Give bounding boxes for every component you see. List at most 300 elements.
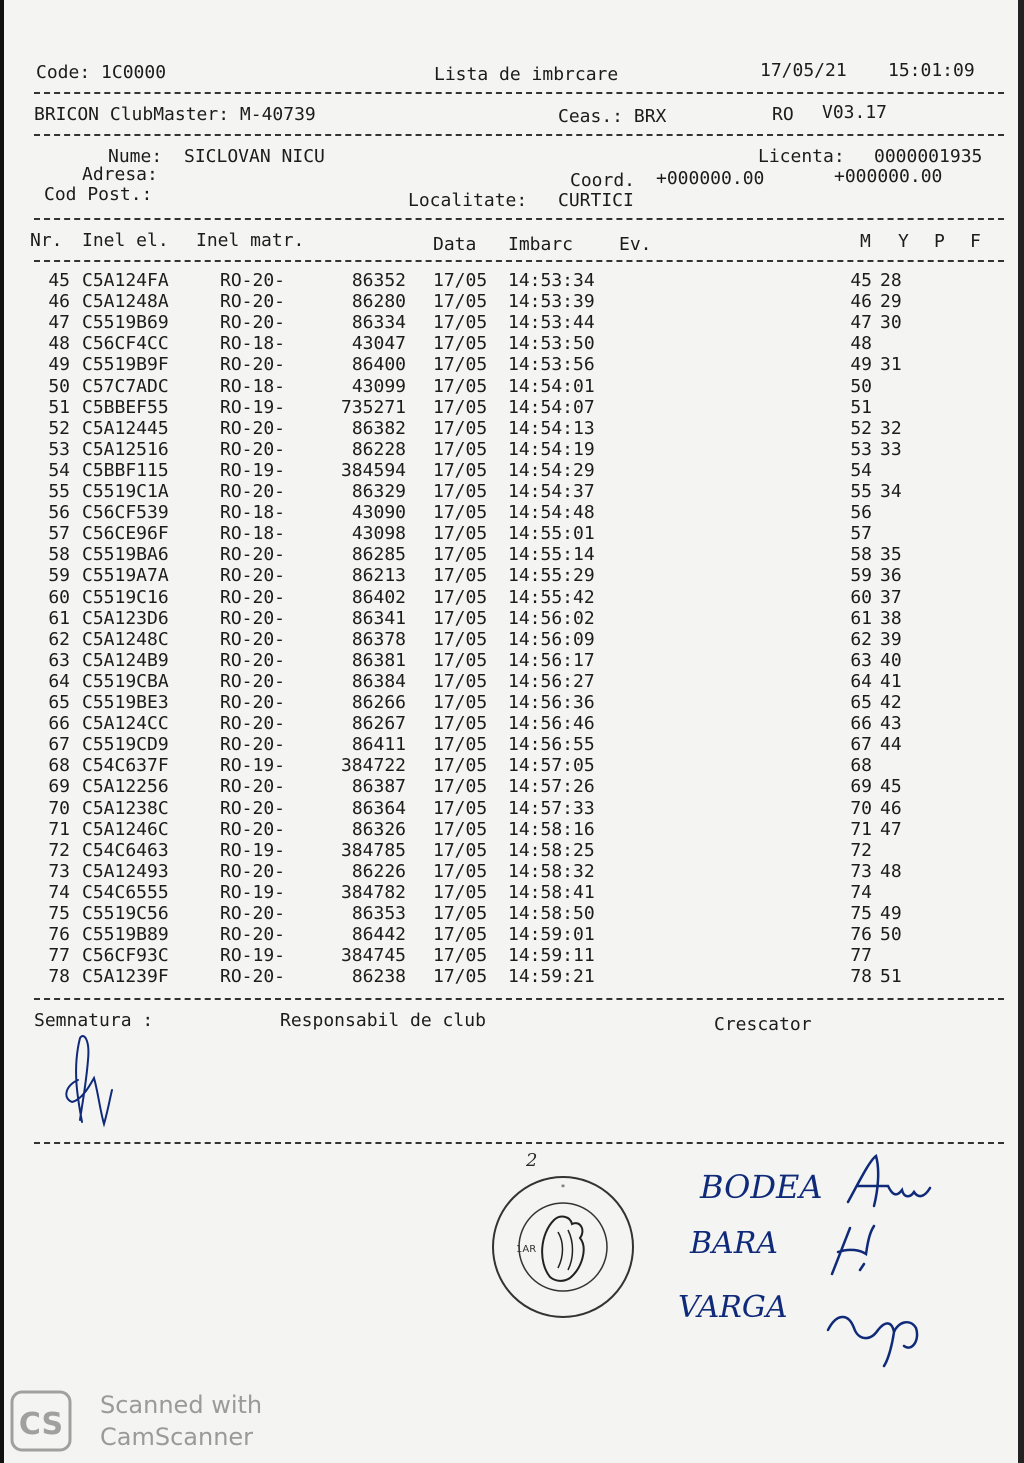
basketing-time: 14:59:01 [508,924,595,946]
ring-series: RO-20- [220,924,286,946]
ring-series: RO-18- [220,502,286,524]
basketing-date: 17/05 [433,839,488,861]
locality-label: Localitate: [408,190,528,211]
row-number: 46 [48,291,70,313]
ring-number: 86384 [351,670,406,692]
electronic-ring: C5519B9F [82,354,169,376]
table-row [0,755,1000,776]
basketing-date: 17/05 [433,333,488,355]
col-m-value: 49 [850,354,872,376]
col-m-value: 74 [850,881,872,903]
col-m-value: 67 [850,734,872,756]
postcode-label: Cod Post.: [44,184,153,205]
divider [34,998,1004,1000]
electronic-ring: C5A12256 [82,776,169,798]
ring-number: 86400 [351,354,406,376]
basketing-time: 14:57:26 [508,776,595,798]
club-responsible-label: Responsabil de club [280,1010,486,1031]
table-row [0,776,1000,797]
ring-series: RO-19- [220,396,286,418]
table-row [0,924,1000,945]
svg-text:*: * [561,1183,565,1192]
electronic-ring: C5519B89 [82,924,169,946]
basketing-time: 14:59:11 [508,945,595,967]
ring-number: 86411 [351,734,406,756]
basketing-time: 14:53:34 [508,270,595,291]
basketing-date: 17/05 [433,628,488,650]
basketing-date: 17/05 [433,903,488,924]
row-number: 60 [48,586,70,608]
scan-right-edge [1018,0,1024,1463]
col-y-value: 48 [880,860,902,882]
basketing-date: 17/05 [433,375,488,397]
ring-series: RO-20- [220,776,286,798]
basketing-time: 14:55:42 [508,586,595,608]
ring-number: 86387 [351,776,406,798]
ring-series: RO-18- [220,523,286,545]
electronic-ring: C54C6555 [82,881,169,903]
ring-number: 86213 [351,565,406,587]
table-row [0,439,1000,460]
row-number: 73 [48,860,70,882]
col-m-value: 76 [850,924,872,946]
basketing-date: 17/05 [433,565,488,587]
basketing-time: 14:56:46 [508,713,595,735]
row-number: 48 [48,333,70,355]
col-m-value: 58 [850,544,872,566]
owner-name: SICLOVAN NICU [184,146,325,167]
col-inel-matr: Inel matr. [196,230,305,251]
col-p: P [934,231,945,252]
electronic-ring: C56CF539 [82,502,169,524]
basketing-date: 17/05 [433,692,488,713]
ring-series: RO-19- [220,839,286,861]
row-number: 52 [48,417,70,439]
row-number: 49 [48,354,70,376]
basketing-time: 14:58:50 [508,903,595,924]
ring-series: RO-20- [220,417,286,439]
row-number: 59 [48,565,70,587]
ring-number: 86238 [351,966,406,988]
basketing-date: 17/05 [433,523,488,545]
ring-number: 735271 [340,396,406,418]
col-m-value: 77 [850,945,872,967]
col-m-value: 65 [850,692,872,713]
ring-series: RO-18- [220,333,286,355]
row-number: 51 [48,396,70,418]
col-y-value: 44 [880,734,902,756]
table-row [0,312,1000,333]
basketing-time: 14:55:14 [508,544,595,566]
table-row [0,608,1000,629]
ring-number: 86285 [351,544,406,566]
table-row [0,945,1000,966]
basketing-time: 14:58:32 [508,860,595,882]
col-y-value: 51 [880,966,902,988]
ring-number: 384722 [340,755,406,777]
ring-series: RO-20- [220,860,286,882]
basketing-date: 17/05 [433,966,488,988]
camscanner-logo-text: CS [18,1407,64,1442]
row-number: 75 [48,903,70,924]
handwritten-signature-1 [840,1150,950,1210]
basketing-date: 17/05 [433,713,488,735]
table-row [0,397,1000,418]
divider [34,134,1004,136]
header-date: 17/05/21 [760,60,847,81]
basketing-date: 17/05 [433,544,488,566]
table-row [0,418,1000,439]
basketing-time: 14:57:33 [508,797,595,819]
electronic-ring: C5A12445 [82,417,169,439]
table-row [0,587,1000,608]
electronic-ring: C56CF4CC [82,333,169,355]
basketing-time: 14:58:25 [508,839,595,861]
electronic-ring: C5519BE3 [82,692,169,713]
basketing-time: 14:53:56 [508,354,595,376]
ring-number: 86341 [351,607,406,629]
col-m-value: 60 [850,586,872,608]
table-row [0,966,1000,987]
row-number: 45 [48,270,70,291]
basketing-date: 17/05 [433,459,488,481]
basketing-date: 17/05 [433,481,488,502]
ring-number: 43090 [351,502,406,524]
ring-series: RO-20- [220,565,286,587]
stamp-center-text: 1AR [516,1244,537,1255]
col-y-value: 32 [880,417,902,439]
handwritten-signature-2 [820,1220,890,1280]
basketing-date: 17/05 [433,734,488,756]
col-y-value: 33 [880,438,902,460]
table-row [0,565,1000,586]
table-row [0,861,1000,882]
col-m-value: 56 [850,502,872,524]
ring-number: 86329 [351,481,406,502]
col-m-value: 48 [850,333,872,355]
col-m-value: 50 [850,375,872,397]
basketing-time: 14:56:17 [508,649,595,671]
ring-number: 86334 [351,312,406,334]
col-m-value: 47 [850,312,872,334]
ring-number: 43047 [351,333,406,355]
ring-series: RO-20- [220,692,286,713]
ring-series: RO-19- [220,881,286,903]
basketing-time: 14:53:39 [508,291,595,313]
col-m-value: 45 [850,270,872,291]
header-code: Code: 1C0000 [36,62,167,83]
ring-series: RO-20- [220,354,286,376]
col-y-value: 35 [880,544,902,566]
table-row [0,692,1000,713]
ring-number: 86326 [351,818,406,840]
ring-series: RO-20- [220,670,286,692]
col-y-value: 43 [880,713,902,735]
col-m-value: 64 [850,670,872,692]
col-y-value: 38 [880,607,902,629]
divider [34,1142,1004,1144]
ring-series: RO-20- [220,270,286,291]
basketing-time: 14:56:02 [508,607,595,629]
name-label: Nume: [108,146,163,167]
col-m-value: 62 [850,628,872,650]
col-m-value: 72 [850,839,872,861]
system-label: BRICON ClubMaster: M-40739 [34,104,316,125]
scanner-line-1: Scanned with [100,1391,263,1419]
electronic-ring: C5A12516 [82,438,169,460]
row-number: 78 [48,966,70,988]
ring-number: 86226 [351,860,406,882]
basketing-time: 14:54:29 [508,459,595,481]
ring-series: RO-20- [220,586,286,608]
electronic-ring: C54C6463 [82,839,169,861]
row-number: 58 [48,544,70,566]
row-number: 76 [48,924,70,946]
ring-number: 86364 [351,797,406,819]
table-row [0,502,1000,523]
electronic-ring: C5A1248A [82,291,169,313]
basketing-time: 14:57:05 [508,755,595,777]
ring-series: RO-20- [220,818,286,840]
table-row [0,650,1000,671]
table-row [0,481,1000,502]
basketing-time: 14:54:48 [508,502,595,524]
table-row [0,840,1000,861]
col-m-value: 61 [850,607,872,629]
basketing-date: 17/05 [433,649,488,671]
ring-series: RO-20- [220,797,286,819]
col-y-value: 39 [880,628,902,650]
col-y-value: 34 [880,481,902,502]
handwritten-name-3: VARGA [678,1290,788,1325]
col-m-value: 73 [850,860,872,882]
electronic-ring: C5BBEF55 [82,396,169,418]
electronic-ring: C5A124FA [82,270,169,291]
basketing-date: 17/05 [433,438,488,460]
electronic-ring: C5A1248C [82,628,169,650]
basketing-date: 17/05 [433,881,488,903]
ring-series: RO-20- [220,544,286,566]
electronic-ring: C5A124CC [82,713,169,735]
col-y-value: 40 [880,649,902,671]
basketing-date: 17/05 [433,354,488,376]
col-y-value: 36 [880,565,902,587]
ring-series: RO-19- [220,755,286,777]
col-m-value: 57 [850,523,872,545]
row-number: 66 [48,713,70,735]
electronic-ring: C5A123D6 [82,607,169,629]
basketing-date: 17/05 [433,945,488,967]
col-data: Data [433,234,477,255]
basketing-date: 17/05 [433,797,488,819]
header-time: 15:01:09 [888,60,975,81]
document-title: Lista de imbrcare [434,64,619,85]
ring-series: RO-20- [220,312,286,334]
ring-series: RO-20- [220,438,286,460]
basketing-time: 14:55:29 [508,565,595,587]
ring-number: 86352 [351,270,406,291]
coord-x: +000000.00 [656,168,765,189]
row-number: 54 [48,459,70,481]
locality-value: CURTICI [558,190,634,211]
divider [34,92,1004,94]
ring-number: 86280 [351,291,406,313]
col-y-value: 30 [880,312,902,334]
basketing-time: 14:54:19 [508,438,595,460]
col-m-value: 68 [850,755,872,777]
col-inel-el: Inel el. [82,230,169,251]
col-m-value: 46 [850,291,872,313]
electronic-ring: C54C637F [82,755,169,777]
ring-series: RO-18- [220,375,286,397]
scanner-watermark [10,1390,263,1458]
row-number: 62 [48,628,70,650]
basketing-time: 14:54:01 [508,375,595,397]
ring-series: RO-20- [220,713,286,735]
basketing-time: 14:55:01 [508,523,595,545]
electronic-ring: C5519B69 [82,312,169,334]
row-number: 56 [48,502,70,524]
basketing-time: 14:56:09 [508,628,595,650]
col-y-value: 28 [880,270,902,291]
table-row [0,270,1000,291]
row-number: 77 [48,945,70,967]
row-number: 64 [48,670,70,692]
coord-y: +000000.00 [834,166,943,187]
electronic-ring: C56CF93C [82,945,169,967]
basketing-time: 14:58:16 [508,818,595,840]
ring-series: RO-20- [220,628,286,650]
ring-series: RO-20- [220,649,286,671]
ring-number: 384785 [340,839,406,861]
table-row [0,354,1000,375]
electronic-ring: C5A1238C [82,797,169,819]
basketing-time: 14:54:13 [508,417,595,439]
version-label: V03.17 [822,102,888,123]
row-number: 74 [48,881,70,903]
row-number: 63 [48,649,70,671]
col-m-value: 66 [850,713,872,735]
col-m-value: 59 [850,565,872,587]
clock-label: Ceas.: BRX [558,106,667,127]
breeder-label: Crescator [714,1014,812,1035]
basketing-date: 17/05 [433,670,488,692]
address-label: Adresa: [82,164,158,185]
col-m-value: 53 [850,438,872,460]
divider [34,260,1004,262]
ring-number: 86402 [351,586,406,608]
table-row [0,460,1000,481]
ring-number: 86381 [351,649,406,671]
basketing-date: 17/05 [433,270,488,291]
ring-number: 43098 [351,523,406,545]
divider [34,218,1004,220]
basketing-date: 17/05 [433,818,488,840]
row-number: 69 [48,776,70,798]
row-number: 47 [48,312,70,334]
basketing-time: 14:53:44 [508,312,595,334]
electronic-ring: C5519CBA [82,670,169,692]
col-y-value: 47 [880,818,902,840]
col-m-value: 78 [850,966,872,988]
ring-number: 86382 [351,417,406,439]
basketing-date: 17/05 [433,755,488,777]
row-number: 65 [48,692,70,713]
ring-number: 384782 [340,881,406,903]
ring-series: RO-20- [220,607,286,629]
table-row [0,291,1000,312]
electronic-ring: C5BBF115 [82,459,169,481]
electronic-ring: C5519BA6 [82,544,169,566]
col-m-value: 71 [850,818,872,840]
row-number: 50 [48,375,70,397]
basketing-date: 17/05 [433,860,488,882]
table-row [0,333,1000,354]
ring-number: 384594 [340,459,406,481]
ring-number: 43099 [351,375,406,397]
basketing-date: 17/05 [433,924,488,946]
col-f: F [970,231,981,252]
basketing-time: 14:59:21 [508,966,595,988]
table-row [0,671,1000,692]
ring-number: 384745 [340,945,406,967]
club-stamp [488,1172,638,1322]
row-number: 68 [48,755,70,777]
table-row [0,734,1000,755]
electronic-ring: C5519C56 [82,903,169,924]
basketing-date: 17/05 [433,776,488,798]
electronic-ring: C5519C16 [82,586,169,608]
col-imbarc: Imbarc [508,234,574,255]
col-ev: Ev. [619,234,652,255]
handwritten-name-1: BODEA [700,1168,823,1206]
col-y-value: 37 [880,586,902,608]
electronic-ring: C56CE96F [82,523,169,545]
basketing-date: 17/05 [433,312,488,334]
electronic-ring: C5519C1A [82,481,169,502]
row-number: 57 [48,523,70,545]
row-number: 55 [48,481,70,502]
handwritten-name-2: BARA [690,1226,778,1261]
handwritten-signature-3 [822,1300,942,1370]
col-y-value: 46 [880,797,902,819]
col-y-value: 45 [880,776,902,798]
row-number: 53 [48,438,70,460]
table-row [0,713,1000,734]
table-row [0,544,1000,565]
col-y-value: 42 [880,692,902,713]
basketing-date: 17/05 [433,417,488,439]
table-row [0,882,1000,903]
col-y-value: 29 [880,291,902,313]
col-y-value: 50 [880,924,902,946]
license-label: Licenta: [758,146,845,167]
row-number: 70 [48,797,70,819]
col-m-value: 55 [850,481,872,502]
country-code: RO [772,104,794,125]
table-row [0,903,1000,924]
col-m-value: 63 [850,649,872,671]
basketing-date: 17/05 [433,502,488,524]
ring-number: 86267 [351,713,406,735]
basketing-time: 14:56:36 [508,692,595,713]
electronic-ring: C5A1246C [82,818,169,840]
col-m-value: 54 [850,459,872,481]
row-number: 72 [48,839,70,861]
electronic-ring: C5A124B9 [82,649,169,671]
basketing-time: 14:54:37 [508,481,595,502]
ring-series: RO-19- [220,459,286,481]
